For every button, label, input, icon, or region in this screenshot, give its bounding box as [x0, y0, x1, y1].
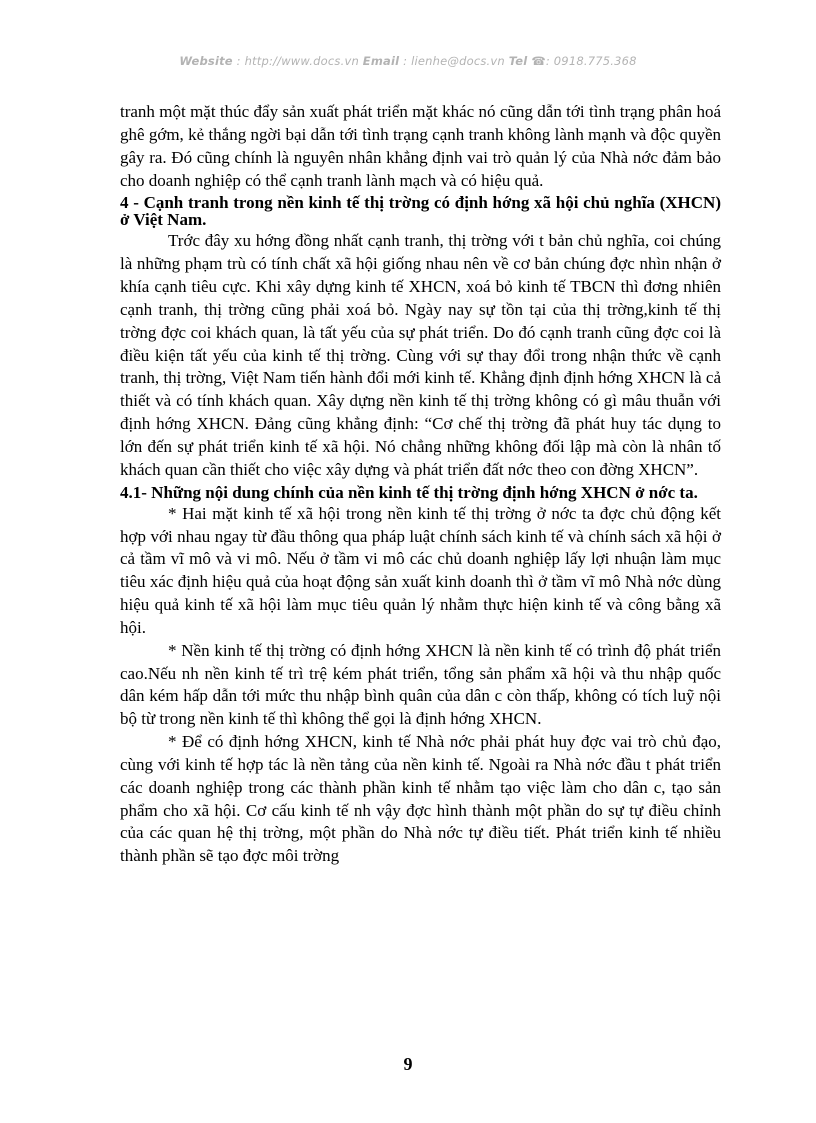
subsection-heading: 4.1- Những nội dung chính của nền kinh tế thị trờng định hớng XHCN ở nớc ta.: [120, 482, 698, 502]
section-heading: 4 - Cạnh tranh trong nền kinh tế thị trờng có định hớng xã hội chủ nghĩa (XHCN) ở Việt Nam.: [120, 193, 721, 230]
paragraph: tranh một mặt thúc đẩy sản xuất phát triển mặt khác nó cũng dẫn tới tình trạng phân hoá ghê gớm, kẻ thắng ngời bại dẫn tới tình trạng cạnh tranh không lành mạnh và độc quyền gây ra. Đó cũng chính là nguyên nhân khẳng định vai trò quản lý của Nhà nớc đảm bảo cho doanh nghiệp có thể cạnh tranh lành mạch và có hiệu quả.: [120, 102, 721, 190]
website-label: Website: [179, 54, 233, 68]
phone-icon: ☎: [531, 54, 546, 68]
page-header: [0, 52, 816, 70]
paragraph: Trớc đây xu hớng đồng nhất cạnh tranh, thị trờng với t bản chủ nghĩa, coi chúng là những phạm trù có tính chất xã hội giống nhau nên về cơ bản chúng đợc nhìn nhận ở khía cạnh tiêu cực. Khi xây dựng kinh tế XHCN, xoá bỏ kinh tế TBCN thì đơng nhiên cạnh tranh, thị trờng cũng phải xoá bỏ. Ngày nay sự tồn tại của thị trờng,kinh tế thị trờng đợc coi khách quan, là tất yếu của sự phát triển. Do đó cạnh tranh cũng đợc coi là điều kiện tất yếu của kinh tế thị trờng. Cùng với sự thay đổi trong nhận thức về cạnh tranh, thị trờng, Việt Nam tiến hành đổi mới kinh tế. Khẳng định định hớng XHCN là cả thiết và có tính khách quan. Xây dựng nền kinh tế thị trờng không có gì mâu thuẫn với định hớng XHCN. Đảng cũng khẳng định: “Cơ chế thị trờng đã phát huy tác dụng to lớn đến sự phát triển kinh tế xã hội. Nó chẳng những không đối lập mà còn là nhân tố khách quan cần thiết cho việc xây dựng và phát triển đất nớc theo con đờng XHCN”.: [120, 231, 721, 479]
document-body: [120, 101, 721, 868]
tel-value: : 0918.775.368: [545, 54, 637, 68]
header-text: [179, 54, 636, 68]
paragraph: * Nền kinh tế thị trờng có định hớng XHCN là nền kinh tế có trình độ phát triển cao.Nếu nh nền kinh tế trì trệ kém phát triển, tổng sản phẩm xã hội và thu nhập quốc dân kém hấp dẫn tới mức thu nhập bình quân của dân c còn thấp, không có tích luỹ nội bộ từ trong nền kinh tế thì không thể gọi là định hớng XHCN.: [120, 640, 721, 729]
paragraph: * Để có định hớng XHCN, kinh tế Nhà nớc phải phát huy đợc vai trò chủ đạo, cùng với kinh tế hợp tác là nền tảng của nền kinh tế. Ngoài ra Nhà nớc đầu t phát triển các doanh nghiệp trong các thành phần kinh tế nhằm tạo việc làm cho dân c, tạo sản phẩm cho xã hội. Cơ cấu kinh tế nh vậy đợc hình thành một phần do sự tự điều chỉnh của các quan hệ thị trờng, một phần do Nhà nớc tự điều tiết. Phát triển kinh tế nhiều thành phần sẽ tạo đợc môi trờng: [120, 732, 721, 866]
page-number: 9: [403, 1054, 413, 1074]
tel-label: Tel: [508, 54, 528, 68]
website-value: : http://www.docs.vn: [236, 54, 359, 68]
email-value: : lienhe@docs.vn: [403, 54, 505, 68]
paragraph: * Hai mặt kinh tế xã hội trong nền kinh tế thị trờng ở nớc ta đợc chủ động kết hợp với nhau ngay từ đầu thông qua pháp luật chính sách kinh tế và chính sách xã hội ở cả tầm vĩ mô và vi mô. Nếu ở tầm vi mô các chủ doanh nghiệp lấy lợi nhuận làm mục tiêu xác định hiệu quả của hoạt động sản xuất kinh doanh thì ở tầm vĩ mô Nhà nớc dùng hiệu quả kinh tế xã hội làm mục tiêu quản lý nhằm thực hiện kinh tế và công bằng xã hội.: [120, 503, 721, 637]
email-label: Email: [362, 54, 400, 68]
